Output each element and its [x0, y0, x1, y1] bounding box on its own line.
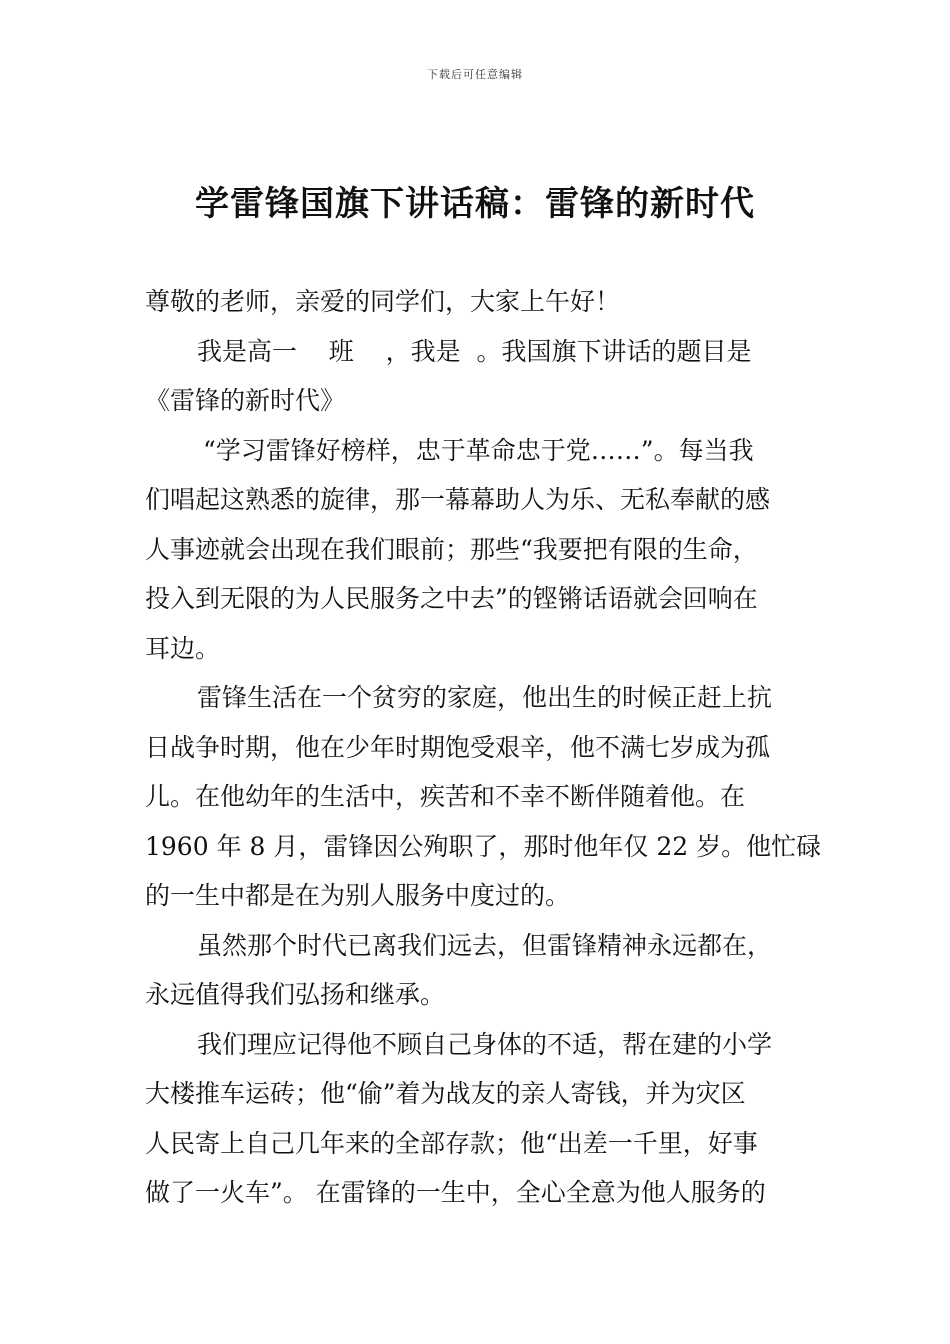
text-line: 《雷锋的新时代》 [145, 386, 346, 415]
document-title: 学雷锋国旗下讲话稿：雷锋的新时代 [195, 184, 755, 224]
text-line: 我是高一 班 ，我是 。我国旗下讲话的题目是 [197, 336, 752, 366]
text-line: 虽然那个时代已离我们远去，但雷锋精神永远都在， [197, 930, 773, 960]
text-line: 儿。在他幼年的生活中，疾苦和不幸不断伴随着他。在 [145, 782, 746, 811]
text-line: 人事迹就会出现在我们眼前；那些“我要把有限的生命， [145, 534, 758, 564]
text-line: 投入到无限的为人民服务之中去”的铿锵话语就会回响在 [145, 584, 758, 613]
text-line-greeting: 尊敬的老师，亲爱的同学们，大家上午好！ [145, 287, 621, 316]
text-line: “学习雷锋好榜样，忠于革命忠于党……”。每当我 [203, 435, 754, 465]
text-line: 我们理应记得他不顾自己身体的不适，帮在建的小学 [197, 1029, 773, 1059]
text-line: 做了一火车”。 在雷锋的一生中，全心全意为他人服务的 [145, 1178, 766, 1207]
text-line: 耳边。 [145, 633, 221, 663]
text-line: 人民寄上自己几年来的全部存款；他“出差一千里，好事 [145, 1128, 758, 1158]
document-body [145, 277, 822, 1218]
text-line: 的一生中都是在为别人服务中度过的。 [145, 881, 571, 910]
text-line: 雷锋生活在一个贫穷的家庭，他出生的时候正赶上抗 [197, 683, 773, 712]
text-line: 永远值得我们弘扬和继承。 [145, 980, 446, 1009]
text-line: 日战争时期，他在少年时期饱受艰辛，他不满七岁成为孤 [145, 732, 771, 762]
text-line: 大楼推车运砖；他“偷”着为战友的亲人寄钱，并为灾区 [145, 1079, 746, 1108]
text-line: 1960 年 8 月，雷锋因公殉职了，那时他年仅 22 岁。他忙碌 [145, 831, 822, 861]
header-note: 下载后可任意编辑 [427, 68, 523, 81]
text-line: 们唱起这熟悉的旋律，那一幕幕助人为乐、无私奉献的感 [145, 485, 771, 514]
